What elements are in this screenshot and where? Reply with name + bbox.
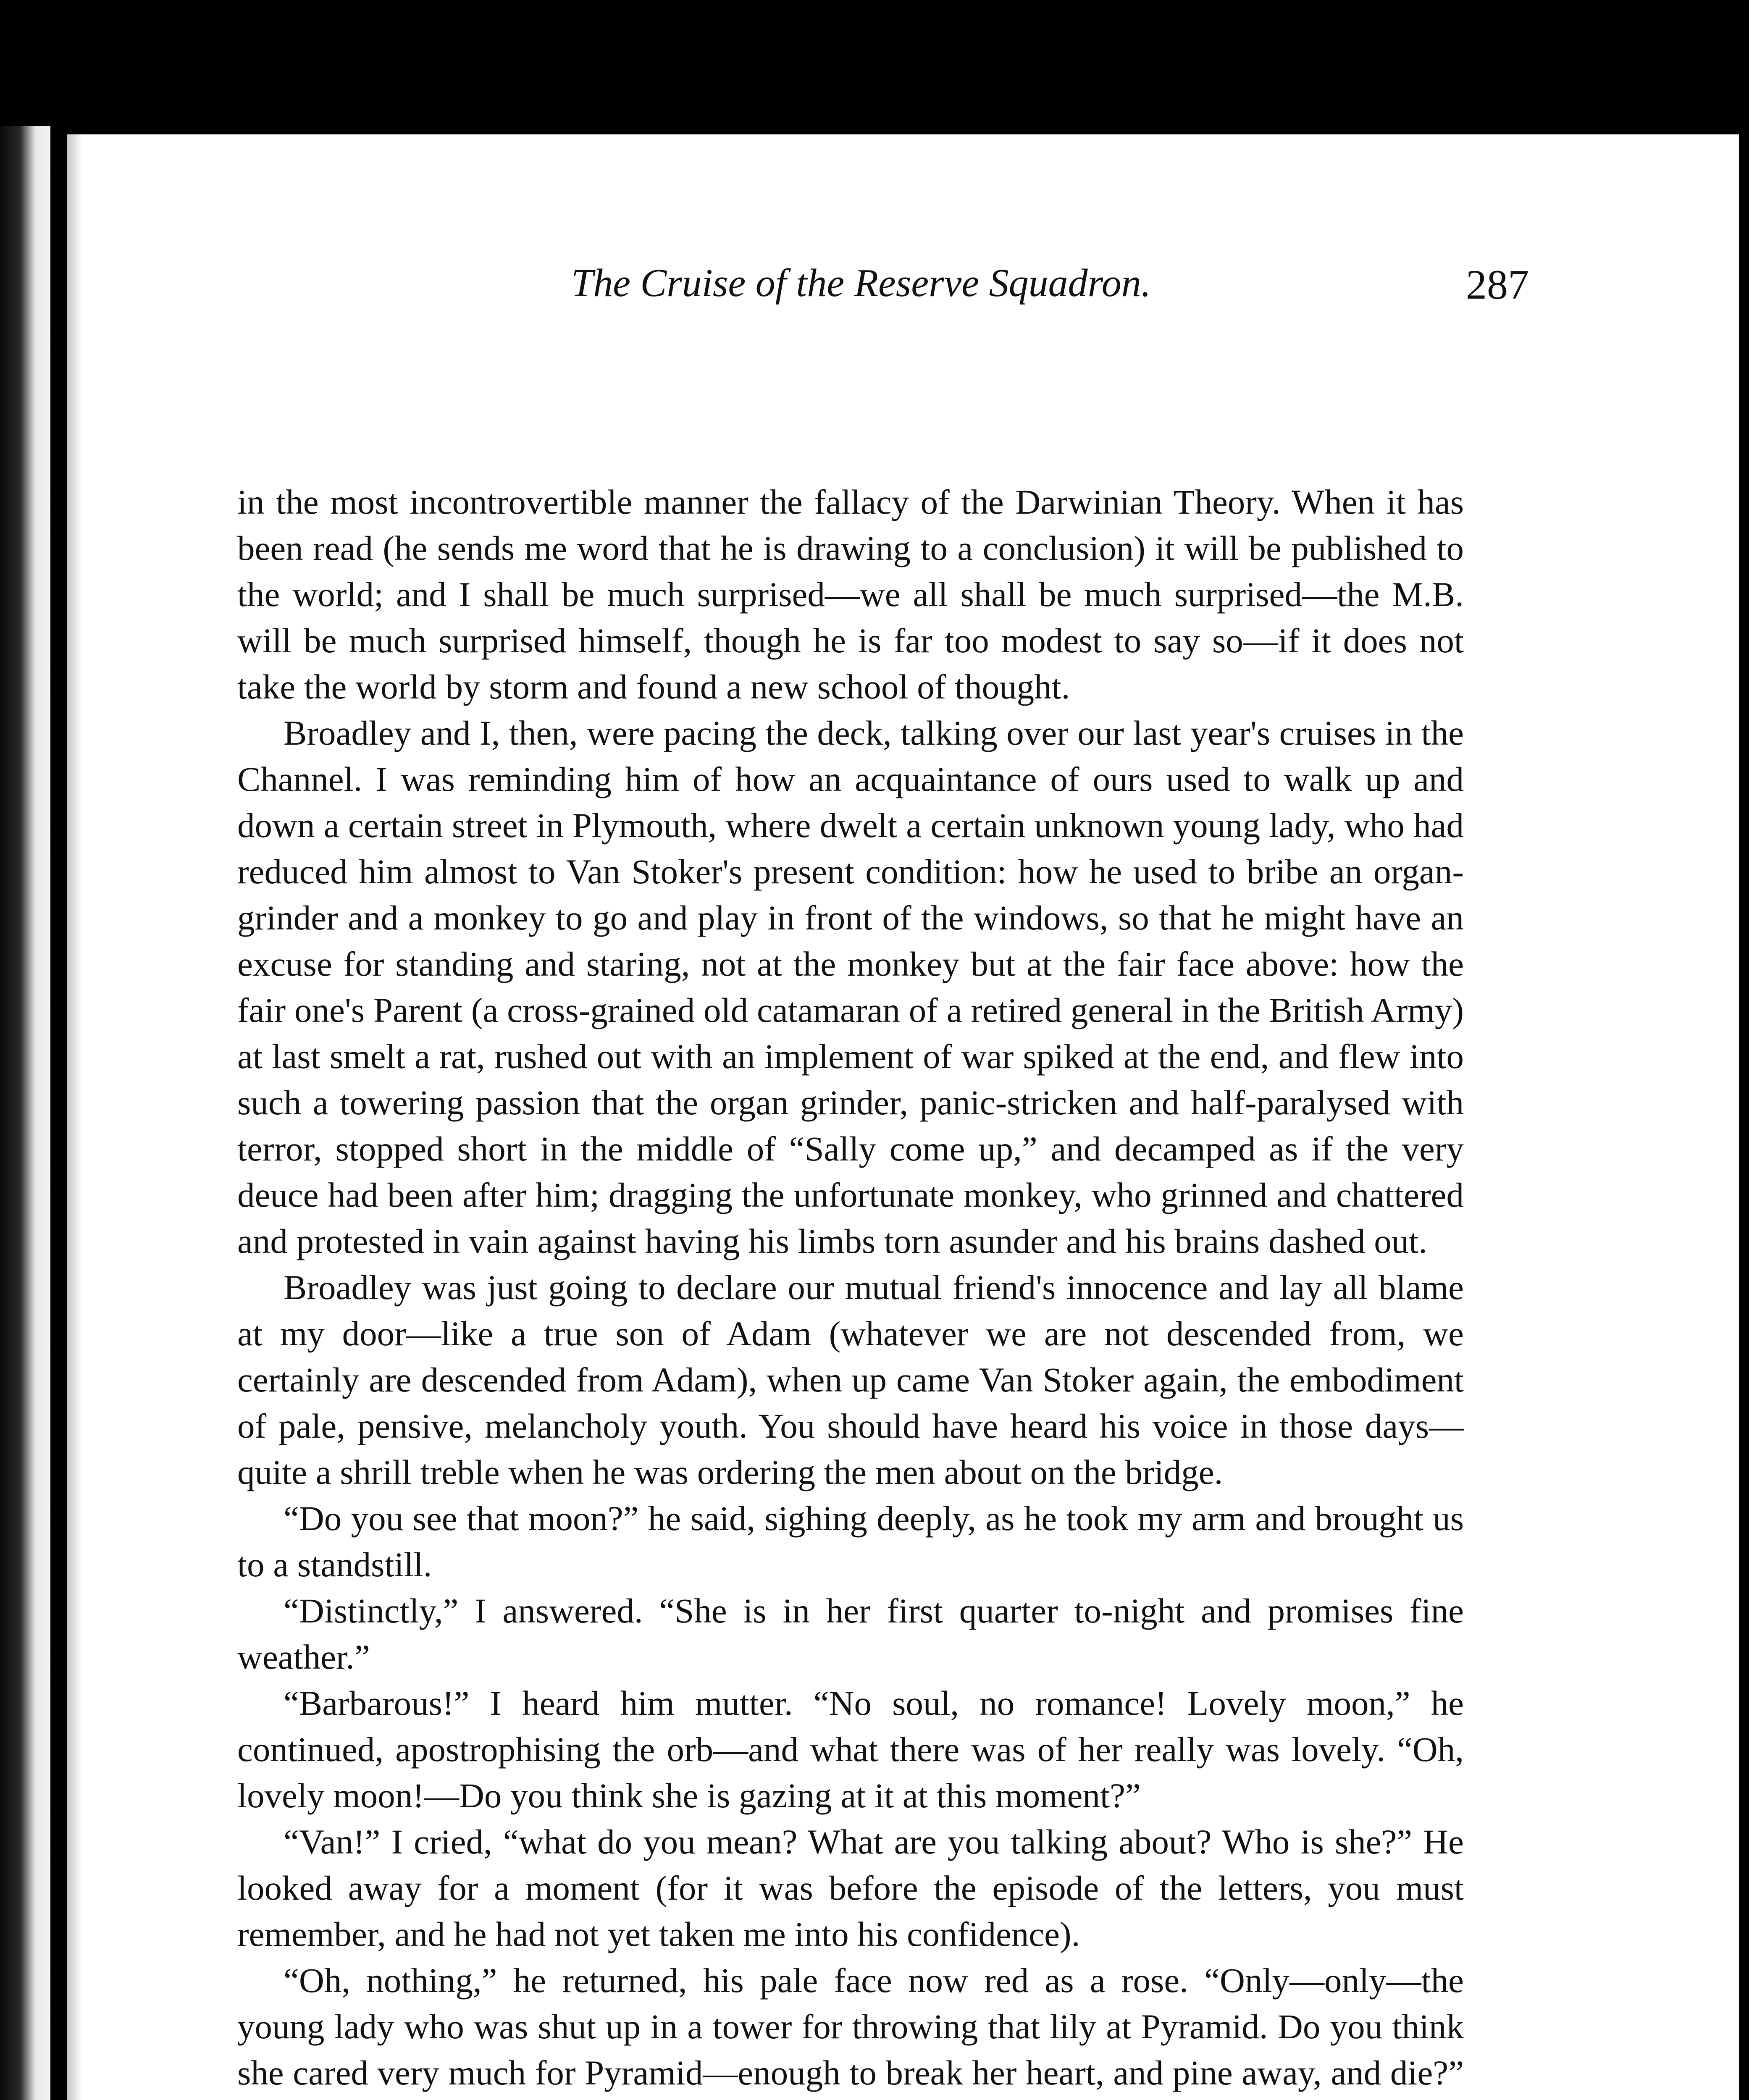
paragraph-4: “Do you see that moon?” he said, sighing deeply, as he took my arm and brought us to a standstill.: [237, 1499, 1464, 1584]
paragraph-2: Broadley and I, then, were pacing the deck, talking over our last year's cruises in the Channel. I was reminding him of how an acquaintance of ours used to walk up and down a certain street in Plymouth, where dwelt a certain unknown young lady, who had reduced him almost to Van Stoker's present condition: how he used to bribe an organ-grinder and a monkey to go and play in front of the windows, so that he might have an excuse for standing and staring, not at the monkey but at the fair face above: how the fair one's Parent (a cross-grained old catamaran of a retired general in the British Army) at last smelt a rat, rushed out with an implement of war spiked at the end, and flew into such a towering passion that the organ grinder, panic-stricken and half-paralysed with terror, stopped short in the middle of “Sally come up,” and decamped as if the very deuce had been after him; dragging the unfortunate monkey, who grinned and chattered and protested in vain against having his limbs torn asunder and his brains dashed out.: [237, 714, 1464, 1260]
paragraph-5: “Distinctly,” I answered. “She is in her first quarter to-night and promises fine weather.”: [237, 1591, 1464, 1676]
paragraph-1: in the most incontrovertible manner the fallacy of the Darwinian Theory. When it has been read (he sends me word that he is drawing to a conclusion) it will be published to the world; and I shall be much surprised—we all shall be much surprised—the M.B. will be much surprised himself, though he is far too modest to say so—if it does not take the world by storm and found a new school of thought.: [237, 483, 1464, 706]
page-gutter-shadow: [67, 134, 82, 2100]
paragraph-6: “Barbarous!” I heard him mutter. “No soul, no romance! Lovely moon,” he continued, apostrophising the orb—and what there was of her really was lovely. “Oh, lovely moon!—Do you think she is gazing at it at this moment?”: [237, 1684, 1464, 1815]
paragraph-7: “Van!” I cried, “what do you mean? What are you talking about? Who is she?” He looked away for a moment (for it was before the episode of the letters, you must remember, and he had not yet taken me into his confidence).: [237, 1822, 1464, 1953]
book-spine: [0, 126, 50, 2100]
book-page: [67, 134, 1739, 2100]
page-number: 287: [1466, 261, 1529, 308]
paragraph-8: “Oh, nothing,” he returned, his pale face now red as a rose. “Only—only—the young lady who was shut up in a tower for throwing that lily at Pyramid. Do you think she cared very much for Pyramid—enough to break her heart, and pine away, and die?”: [237, 1961, 1464, 2092]
body-text: [237, 479, 1464, 2100]
running-header: [294, 260, 1529, 323]
paragraph-3: Broadley was just going to declare our mutual friend's innocence and lay all blame at my door—like a true son of Adam (whatever we are not descended from, we certainly are descended from Adam), when up came Van Stoker again, the embodiment of pale, pensive, melancholy youth. You should have heard his voice in those days—quite a shrill treble when he was ordering the men about on the bridge.: [237, 1268, 1464, 1491]
running-title: The Cruise of the Reserve Squadron.: [571, 261, 1151, 305]
